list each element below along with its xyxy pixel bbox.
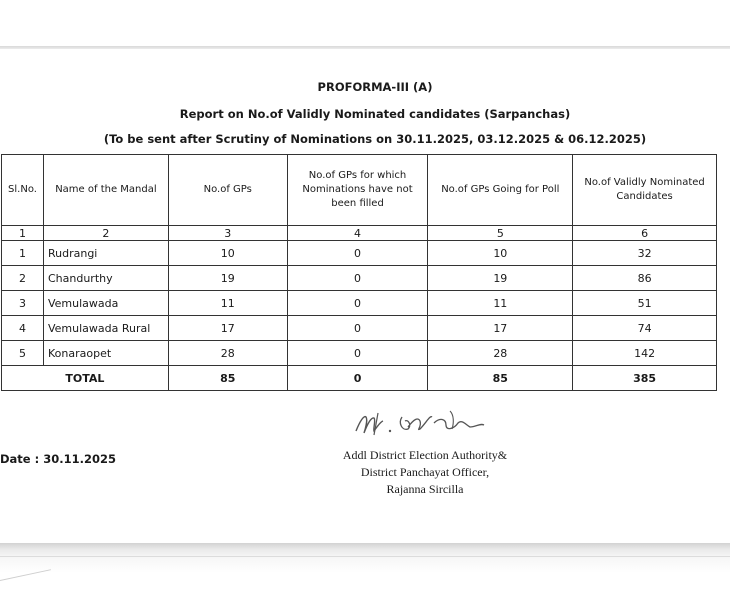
column-number: 1 (2, 226, 44, 241)
column-number: 5 (428, 226, 573, 241)
header-sl-no: Sl.No. (2, 155, 44, 226)
signatory-line-2: District Panchayat Officer, (360, 465, 490, 479)
cell-sl-no: 2 (2, 266, 44, 291)
total-gps: 85 (168, 366, 287, 391)
bottom-margin (0, 543, 730, 591)
cell-nominated: 51 (573, 291, 717, 316)
cell-mandal: Chandurthy (43, 266, 168, 291)
cell-poll: 17 (428, 316, 573, 341)
report-title: Report on No.of Validly Nominated candidates (Sarpanchas) (179, 107, 571, 121)
cell-gps: 11 (168, 291, 287, 316)
cell-poll: 28 (428, 341, 573, 366)
column-number: 4 (287, 226, 428, 241)
cell-sl-no: 3 (2, 291, 44, 316)
nominations-table (1, 154, 717, 391)
total-row (2, 366, 717, 391)
top-margin (0, 0, 730, 46)
table-row (2, 341, 717, 366)
header-going-for-poll: No.of GPs Going for Poll (428, 155, 573, 226)
cell-nominated: 86 (573, 266, 717, 291)
cell-mandal: Rudrangi (43, 241, 168, 266)
cell-poll: 10 (428, 241, 573, 266)
table-row (2, 241, 717, 266)
cell-not-filled: 0 (287, 341, 428, 366)
cell-gps: 19 (168, 266, 287, 291)
column-number: 6 (573, 226, 717, 241)
bottom-divider (0, 556, 730, 557)
table-row (2, 291, 717, 316)
cell-poll: 19 (428, 266, 573, 291)
table-row (2, 316, 717, 341)
report-date: Date : 30.11.2025 (0, 452, 116, 466)
cell-nominated: 142 (573, 341, 717, 366)
handwritten-signature (350, 403, 500, 443)
column-number-row (2, 226, 717, 241)
signatory-line-3: Rajanna Sircilla (386, 482, 464, 496)
cell-gps: 10 (168, 241, 287, 266)
cell-mandal: Konaraopet (43, 341, 168, 366)
header-mandal-name: Name of the Mandal (43, 155, 168, 226)
cell-nominated: 74 (573, 316, 717, 341)
document-page (0, 49, 730, 543)
header-not-filled: No.of GPs for which Nominations have not been filled (287, 155, 428, 226)
cell-sl-no: 5 (2, 341, 44, 366)
header-validly-nominated: No.of Validly Nominated Candidates (573, 155, 717, 226)
column-number: 2 (43, 226, 168, 241)
total-poll: 85 (428, 366, 573, 391)
report-subtitle: (To be sent after Scrutiny of Nominations on 30.11.2025, 03.12.2025 & 06.12.2025) (103, 132, 647, 146)
cell-gps: 17 (168, 316, 287, 341)
cell-sl-no: 1 (2, 241, 44, 266)
cell-poll: 11 (428, 291, 573, 316)
cell-not-filled: 0 (287, 316, 428, 341)
proforma-heading: PROFORMA-III (A) (317, 80, 433, 94)
cell-not-filled: 0 (287, 266, 428, 291)
cell-nominated: 32 (573, 241, 717, 266)
cell-not-filled: 0 (287, 291, 428, 316)
total-not-filled: 0 (287, 366, 428, 391)
total-nominated: 385 (573, 366, 717, 391)
cell-not-filled: 0 (287, 241, 428, 266)
cell-mandal: Vemulawada (43, 291, 168, 316)
column-number: 3 (168, 226, 287, 241)
cell-gps: 28 (168, 341, 287, 366)
total-label: TOTAL (2, 366, 169, 391)
table-row (2, 266, 717, 291)
cell-mandal: Vemulawada Rural (43, 316, 168, 341)
cell-sl-no: 4 (2, 316, 44, 341)
table-header-row (2, 155, 717, 226)
header-gps: No.of GPs (168, 155, 287, 226)
signatory-line-1: Addl District Election Authority& (342, 448, 508, 462)
